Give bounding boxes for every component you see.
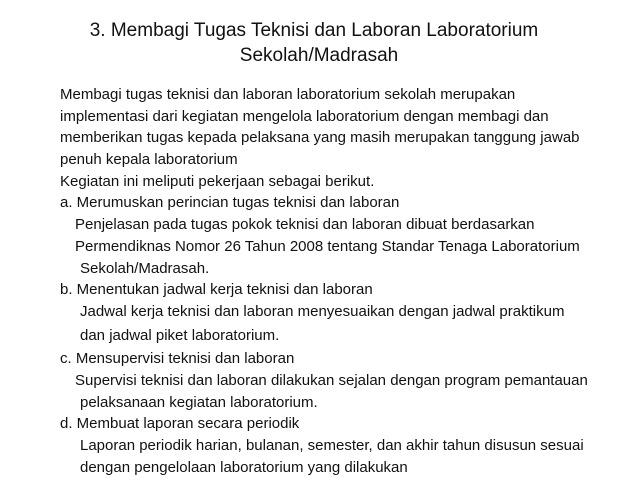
item-a-text-3: Sekolah/Madrasah. bbox=[80, 259, 210, 277]
item-b-text-1: Jadwal kerja teknisi dan laboran menyesuaikan dengan jadwal praktikum bbox=[80, 302, 565, 320]
item-c-heading: c. Mensupervisi teknisi dan laboran bbox=[60, 350, 295, 368]
item-b-heading: b. Menentukan jadwal kerja teknisi dan laboran bbox=[60, 281, 373, 299]
intro-line-4: penuh kepala laboratorium bbox=[60, 151, 238, 169]
item-a-text-2: Permendiknas Nomor 26 Tahun 2008 tentang Standar Tenaga Laboratorium bbox=[75, 237, 580, 255]
item-b-text-2: dan jadwal piket laboratorium. bbox=[80, 326, 280, 344]
slide-body bbox=[60, 84, 635, 478]
intro-line-3: memberikan tugas kepada pelaksana yang masih merupakan tanggung jawab bbox=[60, 129, 580, 147]
item-c-text-1: Supervisi teknisi dan laboran dilakukan sejalan dengan program pemantauan bbox=[75, 371, 588, 389]
intro-line-2: implementasi dari kegiatan mengelola laboratorium dengan membagi dan bbox=[60, 107, 549, 125]
item-a-heading: a. Merumuskan perincian tugas teknisi dan laboran bbox=[60, 194, 400, 212]
slide-title bbox=[0, 18, 638, 68]
activity-intro: Kegiatan ini meliputi pekerjaan sebagai berikut. bbox=[60, 172, 375, 190]
title-line-2: Sekolah/Madrasah bbox=[239, 45, 399, 66]
intro-line-1: Membagi tugas teknisi dan laboran laboratorium sekolah merupakan bbox=[60, 86, 516, 103]
item-d-text-1: Laporan periodik harian, bulanan, semester, dan akhir tahun disusun sesuai bbox=[80, 437, 584, 454]
item-d-heading: d. Membuat laporan secara periodik bbox=[60, 415, 300, 433]
item-a-text-1: Penjelasan pada tugas pokok teknisi dan laboran dibuat berdasarkan bbox=[75, 216, 535, 234]
title-line-1: 3. Membagi Tugas Teknisi dan Laboran Laboratorium bbox=[89, 20, 539, 41]
item-d-text-2: dengan pengelolaan laboratorium yang dilakukan bbox=[80, 458, 408, 476]
item-c-text-2: pelaksanaan kegiatan laboratorium. bbox=[80, 393, 318, 411]
